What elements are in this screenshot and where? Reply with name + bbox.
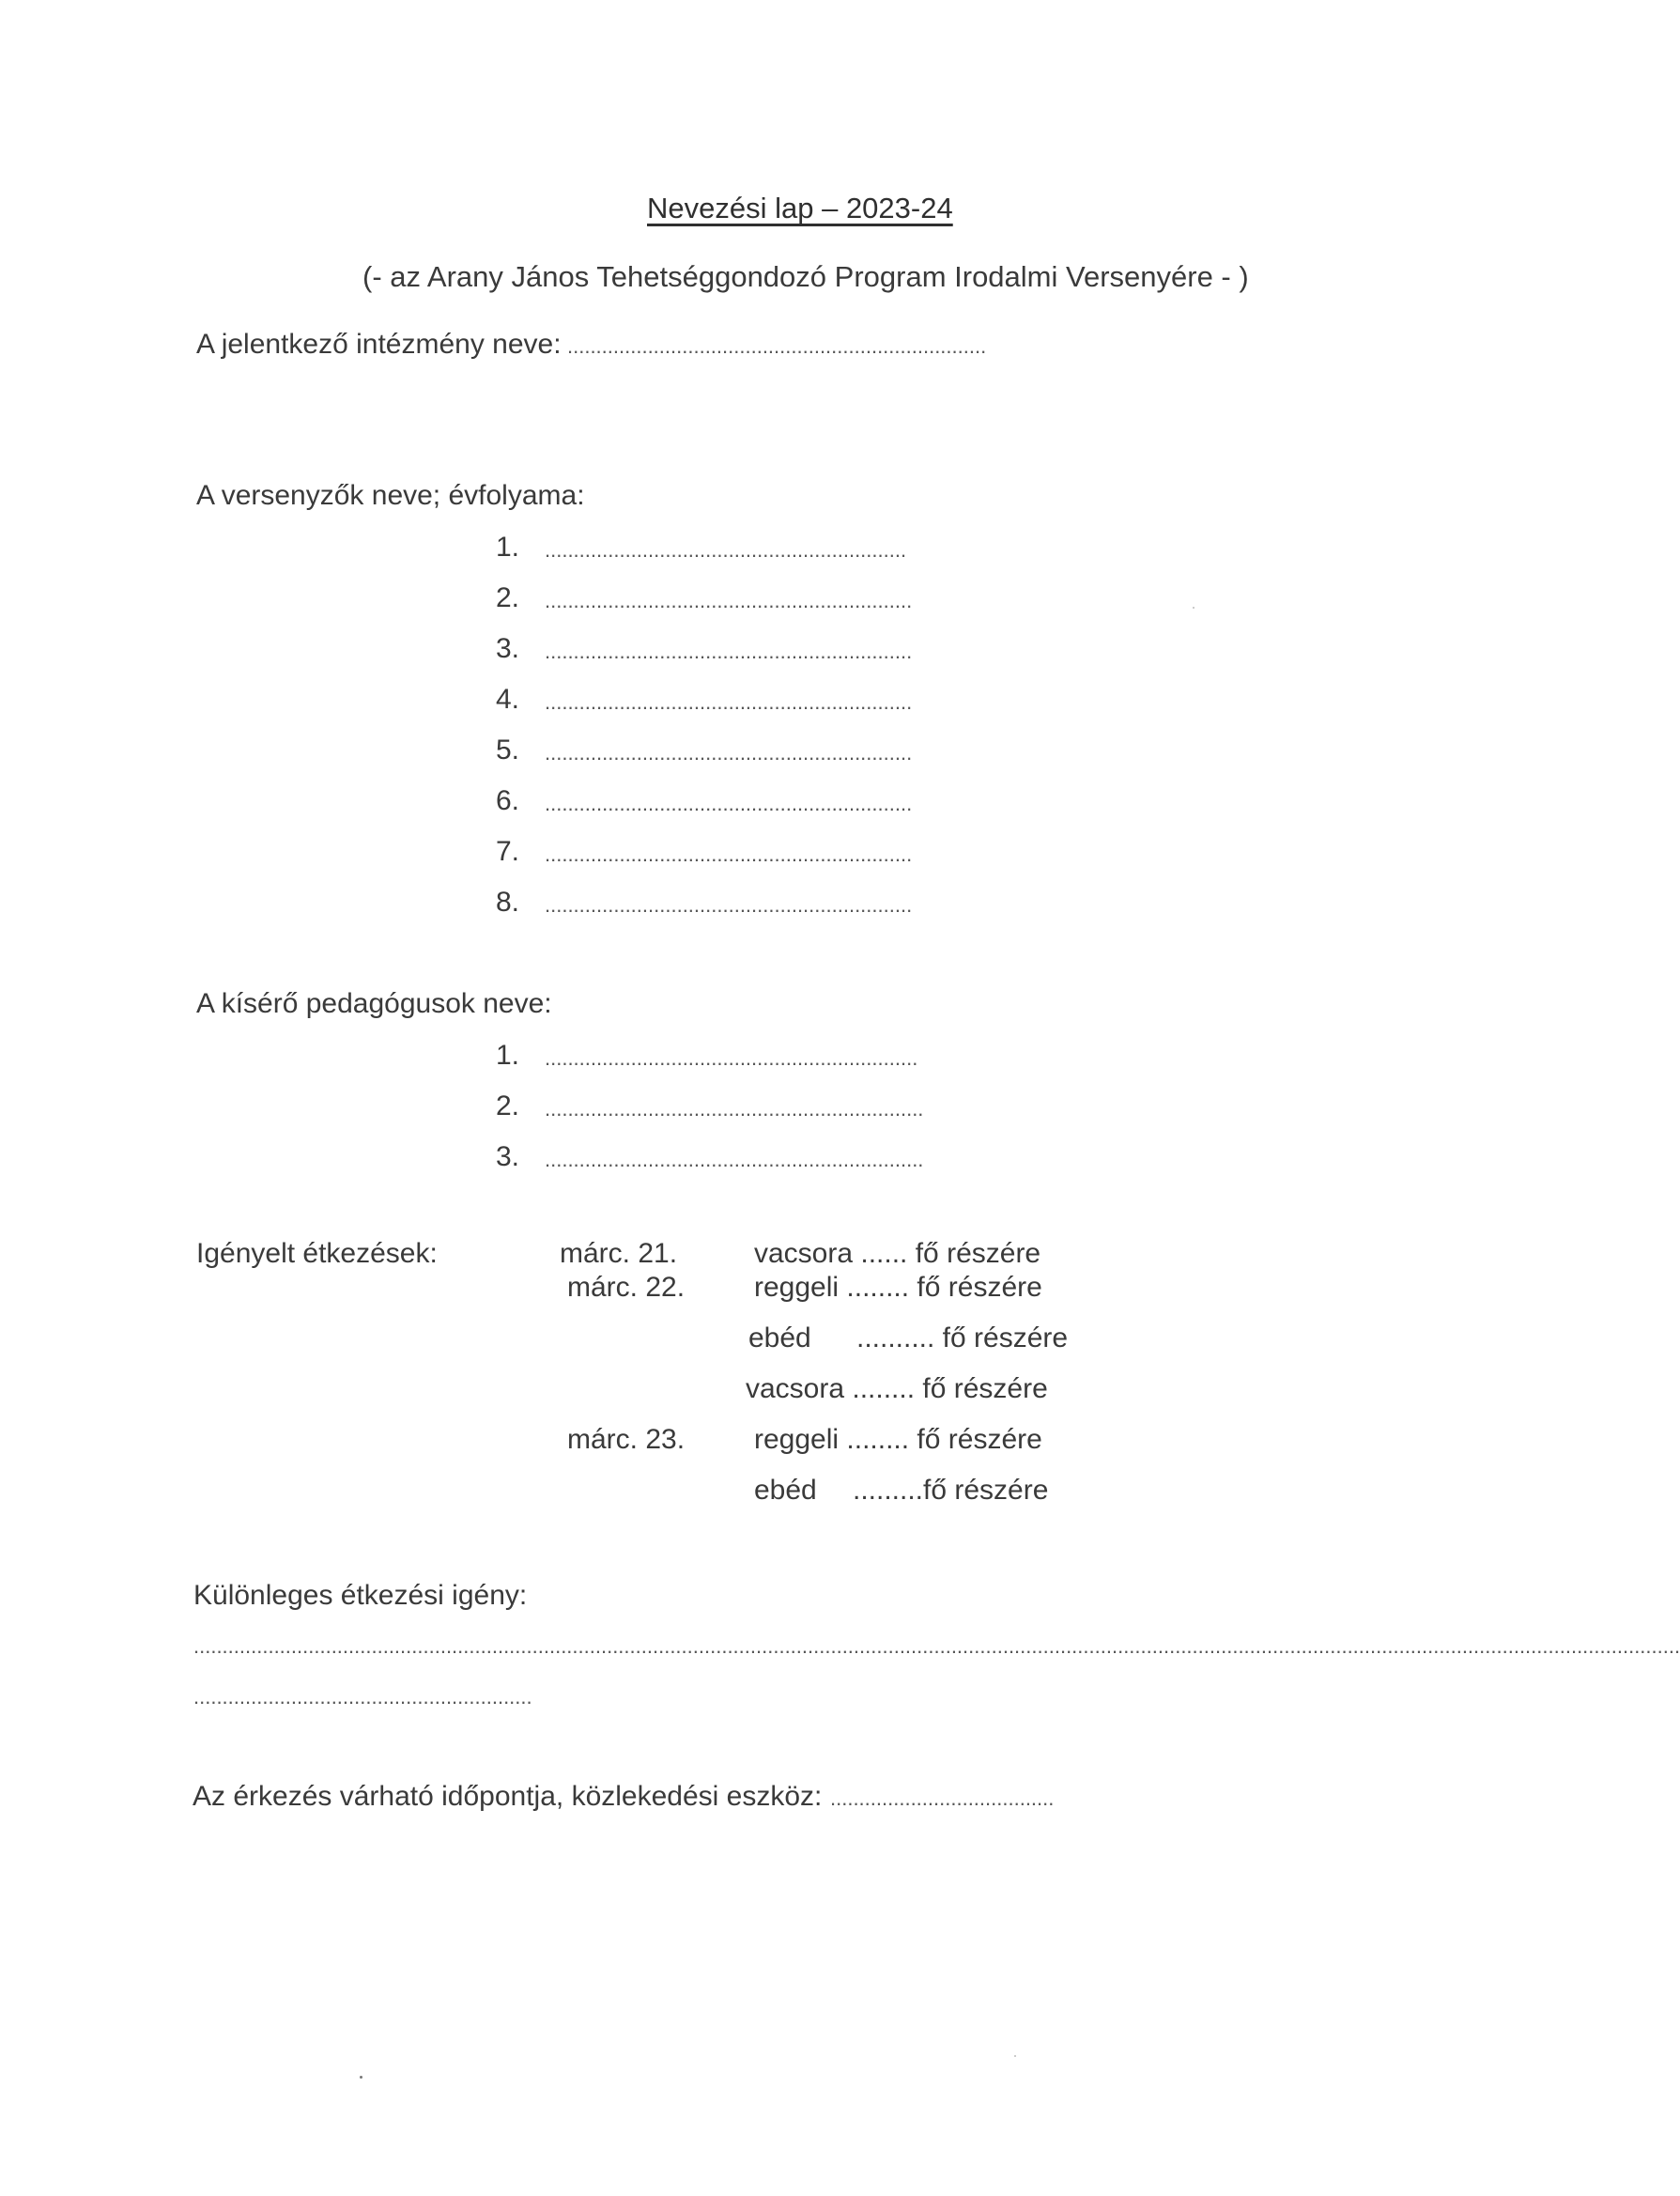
meal-row-dinner-mar21[interactable]: vacsora ...... fő részére	[754, 1238, 1041, 1269]
meal-row-dinner-mar22[interactable]: vacsora ........ fő részére	[746, 1373, 1048, 1404]
competitor-5-number: 5.	[496, 735, 520, 766]
page-subtitle: (- az Arany János Tehetséggondozó Program Irodalmi Versenyére - )	[362, 260, 1249, 293]
meal-row-lunch-mar22-label: ebéd	[748, 1322, 811, 1353]
meal-date-mar23: márc. 23.	[567, 1424, 686, 1455]
competitor-1-number: 1.	[496, 532, 520, 563]
competitor-4-field[interactable]: ................................................................	[545, 690, 913, 714]
special-needs-line-2[interactable]: ...........................................................	[193, 1685, 532, 1709]
meal-row-breakfast-mar22[interactable]: reggeli ........ fő részére	[754, 1272, 1042, 1303]
meal-row-lunch-mar22-field[interactable]: .......... fő részére	[856, 1322, 1069, 1353]
competitor-8-field[interactable]: ................................................................	[545, 893, 913, 917]
competitor-5-field[interactable]: ................................................................	[545, 741, 913, 765]
competitor-2-number: 2.	[496, 582, 520, 613]
scan-speck	[1014, 2055, 1016, 2057]
special-needs-line-1[interactable]: ...................................................................................................................................................................................................................................................................	[193, 1634, 1680, 1658]
teachers-label: A kísérő pedagógusok neve:	[196, 988, 552, 1019]
competitor-2-field[interactable]: ................................................................	[545, 589, 913, 612]
institution-field[interactable]: .........................................................................	[567, 334, 987, 358]
competitors-label: A versenyzők neve; évfolyama:	[196, 480, 585, 511]
special-needs-label: Különleges étkezési igény:	[193, 1580, 528, 1611]
competitor-6-field[interactable]: ................................................................	[545, 792, 913, 815]
competitor-3-number: 3.	[496, 633, 520, 664]
page-title: Nevezési lap – 2023-24	[647, 192, 953, 224]
competitor-8-number: 8.	[496, 887, 520, 918]
competitor-6-number: 6.	[496, 785, 520, 816]
competitor-7-field[interactable]: ................................................................	[545, 843, 913, 866]
arrival-label: Az érkezés várható időpontja, közlekedési eszköz:	[193, 1781, 823, 1812]
competitor-7-number: 7.	[496, 836, 520, 867]
meals-label: Igényelt étkezések:	[196, 1238, 438, 1269]
meal-row-breakfast-mar23[interactable]: reggeli ........ fő részére	[754, 1424, 1042, 1455]
teacher-2-field[interactable]: ..................................................................	[545, 1097, 924, 1121]
teacher-3-field[interactable]: ..................................................................	[545, 1148, 924, 1171]
teacher-3-number: 3.	[496, 1141, 520, 1172]
scan-speck	[360, 2076, 362, 2079]
competitor-4-number: 4.	[496, 684, 520, 715]
institution-label: A jelentkező intézmény neve:	[196, 329, 562, 360]
competitor-1-field[interactable]: ...............................................................	[545, 538, 907, 562]
teacher-1-field[interactable]: .................................................................	[545, 1046, 918, 1070]
scan-speck	[1193, 607, 1194, 609]
meal-row-lunch-mar23-label: ebéd	[754, 1475, 817, 1506]
teacher-1-number: 1.	[496, 1040, 520, 1071]
arrival-field[interactable]: .......................................	[830, 1786, 1055, 1810]
meal-date-mar22: márc. 22.	[567, 1272, 686, 1303]
competitor-3-field[interactable]: ................................................................	[545, 640, 913, 663]
teacher-2-number: 2.	[496, 1090, 520, 1121]
meal-row-lunch-mar23-field[interactable]: .........fő részére	[853, 1475, 1049, 1506]
meal-date-mar21: márc. 21.	[560, 1238, 678, 1269]
